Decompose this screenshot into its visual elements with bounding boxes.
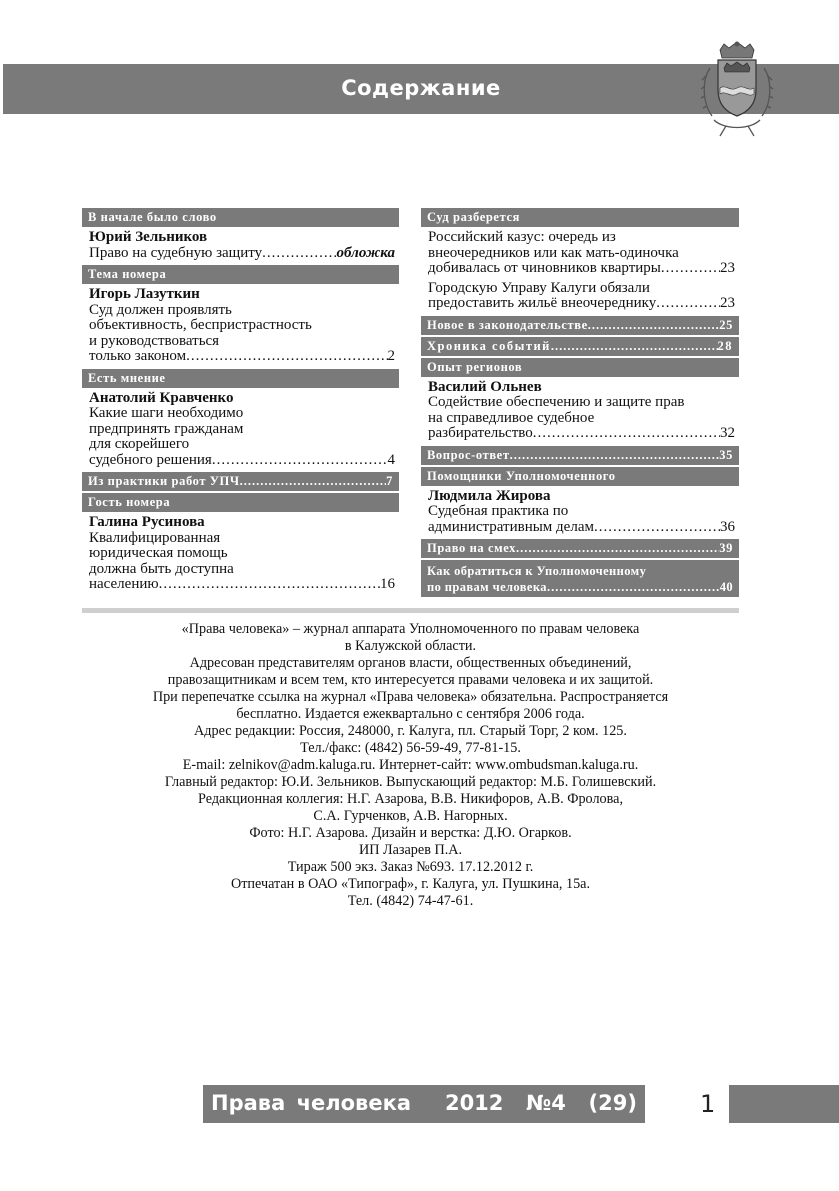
entry-page: 23 (720, 295, 735, 311)
entry-page: 35 (719, 447, 733, 462)
entry-page: 16 (380, 576, 395, 592)
footer-title (203, 1091, 645, 1115)
magazine-title: Права человека (211, 1091, 412, 1115)
imprint-line: Адрес редакции: Россия, 248000, г. Калуга, пл. Старый Торг, 2 ком. 125. (194, 723, 627, 739)
toc-right-column (421, 208, 739, 597)
entry-title-line: Российский казус: очередь из (428, 229, 616, 245)
imprint (82, 621, 739, 910)
entry-title-line: Суд должен проявлять (89, 301, 232, 318)
imprint-line: в Калужской области. (344, 638, 477, 654)
section-header-with-page[interactable]: Как обратиться к Уполномоченному по правам человека ..... 40 (421, 560, 739, 597)
entry-title-line: Судебная практика по (428, 503, 569, 519)
section-header: В начале было слово (82, 208, 399, 227)
imprint-line: Тираж 500 экз. Заказ №693. 17.12.2012 г. (287, 859, 534, 875)
entry-page: 32 (720, 425, 735, 441)
entry-page: 4 (387, 451, 395, 468)
issue-total: (29) (588, 1091, 637, 1115)
entry-title-line: Какие шаги необходимо (89, 405, 244, 421)
entry-title-line: Городскую Управу Калуги обязали (428, 279, 650, 296)
imprint-line: Тел./факс: (4842) 56-59-49, 77-81-15. (300, 740, 521, 756)
imprint-line: Главный редактор: Ю.И. Зельников. Выпускающий редактор: М.Б. Голишевский. (164, 774, 657, 790)
section-header: Опыт регионов (421, 358, 739, 377)
toc-entry[interactable] (82, 512, 399, 597)
imprint-line: Редакционная коллегия: Н.Г. Азарова, В.В. Никифоров, А.В. Фролова, (198, 791, 623, 807)
imprint-line: правозащитникам и всем тем, кто интересуется правами человека и их защитой. (167, 672, 654, 688)
toc-entry[interactable] (421, 486, 739, 540)
section-header-with-page[interactable]: Хроника событий ..... 28 (421, 337, 739, 356)
entry-title-line: должна быть доступна (89, 560, 234, 577)
toc-entry[interactable] (421, 227, 739, 281)
section-header: Гость номера (82, 493, 399, 512)
section-header: Есть мнение (82, 369, 399, 388)
entry-page: 7 (386, 474, 393, 488)
footer-bar (203, 1085, 645, 1123)
toc-entry[interactable] (82, 388, 399, 473)
toc-left-column (82, 208, 399, 597)
entry-page: 36 (720, 518, 735, 535)
toc-entry[interactable] (421, 281, 739, 316)
section-header: Помощники Уполномоченного (421, 467, 739, 486)
page-title: Содержание (341, 76, 501, 100)
imprint-line: бесплатно. Издается ежеквартально с сентября 2006 года. (236, 706, 585, 722)
entry-page: 28 (717, 338, 733, 353)
entry-page: обложка (336, 244, 395, 261)
issue-year: 2012 (444, 1091, 504, 1115)
entry-title-line: и руководствоваться (89, 332, 220, 349)
footer-bar-right (729, 1085, 839, 1123)
imprint-line: «Права человека» – журнал аппарата Уполномоченного по правам человека (181, 621, 640, 637)
entry-title-line: судебного решения ..... 4 (89, 453, 397, 469)
page-number: 1 (700, 1090, 716, 1118)
toc-entry[interactable] (82, 284, 399, 369)
entry-title-line: административным делам ..... 36 (428, 520, 737, 536)
entry-title-line: предпринять гражданам (89, 420, 244, 437)
entry-title-line: разбирательство ..... 32 (428, 426, 737, 442)
imprint-line: Отпечатан в ОАО «Типограф», г. Калуга, ул. Пушкина, 15а. (230, 876, 591, 892)
divider (82, 608, 739, 613)
entry-title-line: только законом ..... 2 (89, 349, 397, 365)
entry-author: Анатолий Кравченко (89, 389, 234, 406)
section-header-with-page[interactable]: Из практики работ УПЧ ..... 7 (82, 472, 399, 491)
entry-title-line: Квалифицированная (89, 529, 221, 546)
entry-page: 2 (387, 348, 395, 364)
entry-title-line: добивалась от чиновников квартиры ..... 23 (428, 261, 737, 277)
kaluga-coat-of-arms-icon (700, 40, 774, 138)
entry-page: 39 (719, 541, 733, 555)
entry-page: 40 (719, 580, 733, 594)
entry-page: 25 (719, 317, 733, 332)
entry-title-line: внеочередников или как мать-одиночка (428, 244, 679, 261)
section-header-with-page[interactable]: Право на смех ..... 39 (421, 539, 739, 558)
entry-author: Василий Ольнев (428, 378, 542, 395)
entry-title-line: Право на судебную защиту ..... обложка (89, 246, 397, 262)
toc-entry[interactable] (82, 227, 399, 265)
entry-author: Людмила Жирова (428, 487, 551, 504)
imprint-line: Адресован представителям органов власти, общественных объединений, (189, 655, 632, 671)
toc-entry[interactable] (421, 377, 739, 446)
issue-number: №4 (526, 1091, 566, 1115)
entry-author: Юрий Зельников (89, 229, 208, 245)
entry-author: Галина Русинова (89, 514, 205, 530)
imprint-line: ИП Лазарев П.А. (358, 842, 463, 858)
section-header: Тема номера (82, 265, 399, 284)
entry-page: 23 (720, 260, 735, 276)
entry-title-line: юридическая помощь (89, 545, 228, 561)
imprint-line: Тел. (4842) 74-47-61. (347, 893, 474, 909)
imprint-line: С.А. Гурченков, А.В. Нагорных. (313, 808, 508, 824)
imprint-line: При перепечатке ссылка на журнал «Права человека» обязательна. Распространяется (152, 689, 669, 705)
entry-title-line: населению ..... 16 (89, 577, 397, 593)
entry-title-line: предоставить жильё внеочереднику ..... 23 (428, 296, 737, 312)
imprint-line: E-mail: zelnikov@adm.kaluga.ru. Интернет-сайт: www.ombudsman.kaluga.ru. (182, 757, 639, 773)
section-header-with-page[interactable]: Вопрос-ответ ..... 35 (421, 446, 739, 465)
entry-title-line: Содействие обеспечению и защите прав (428, 394, 685, 410)
entry-title-line: для скорейшего (89, 436, 190, 452)
entry-author: Игорь Лазуткин (89, 286, 200, 302)
entry-title-line: объективность, беспристрастность (89, 317, 312, 333)
section-header-with-page[interactable]: Новое в законодательстве ..... 25 (421, 316, 739, 335)
entry-title-line: на справедливое судебное (428, 409, 595, 426)
section-header: Суд разберется (421, 208, 739, 227)
imprint-line: Фото: Н.Г. Азарова. Дизайн и верстка: Д.Ю. Огарков. (249, 825, 572, 841)
